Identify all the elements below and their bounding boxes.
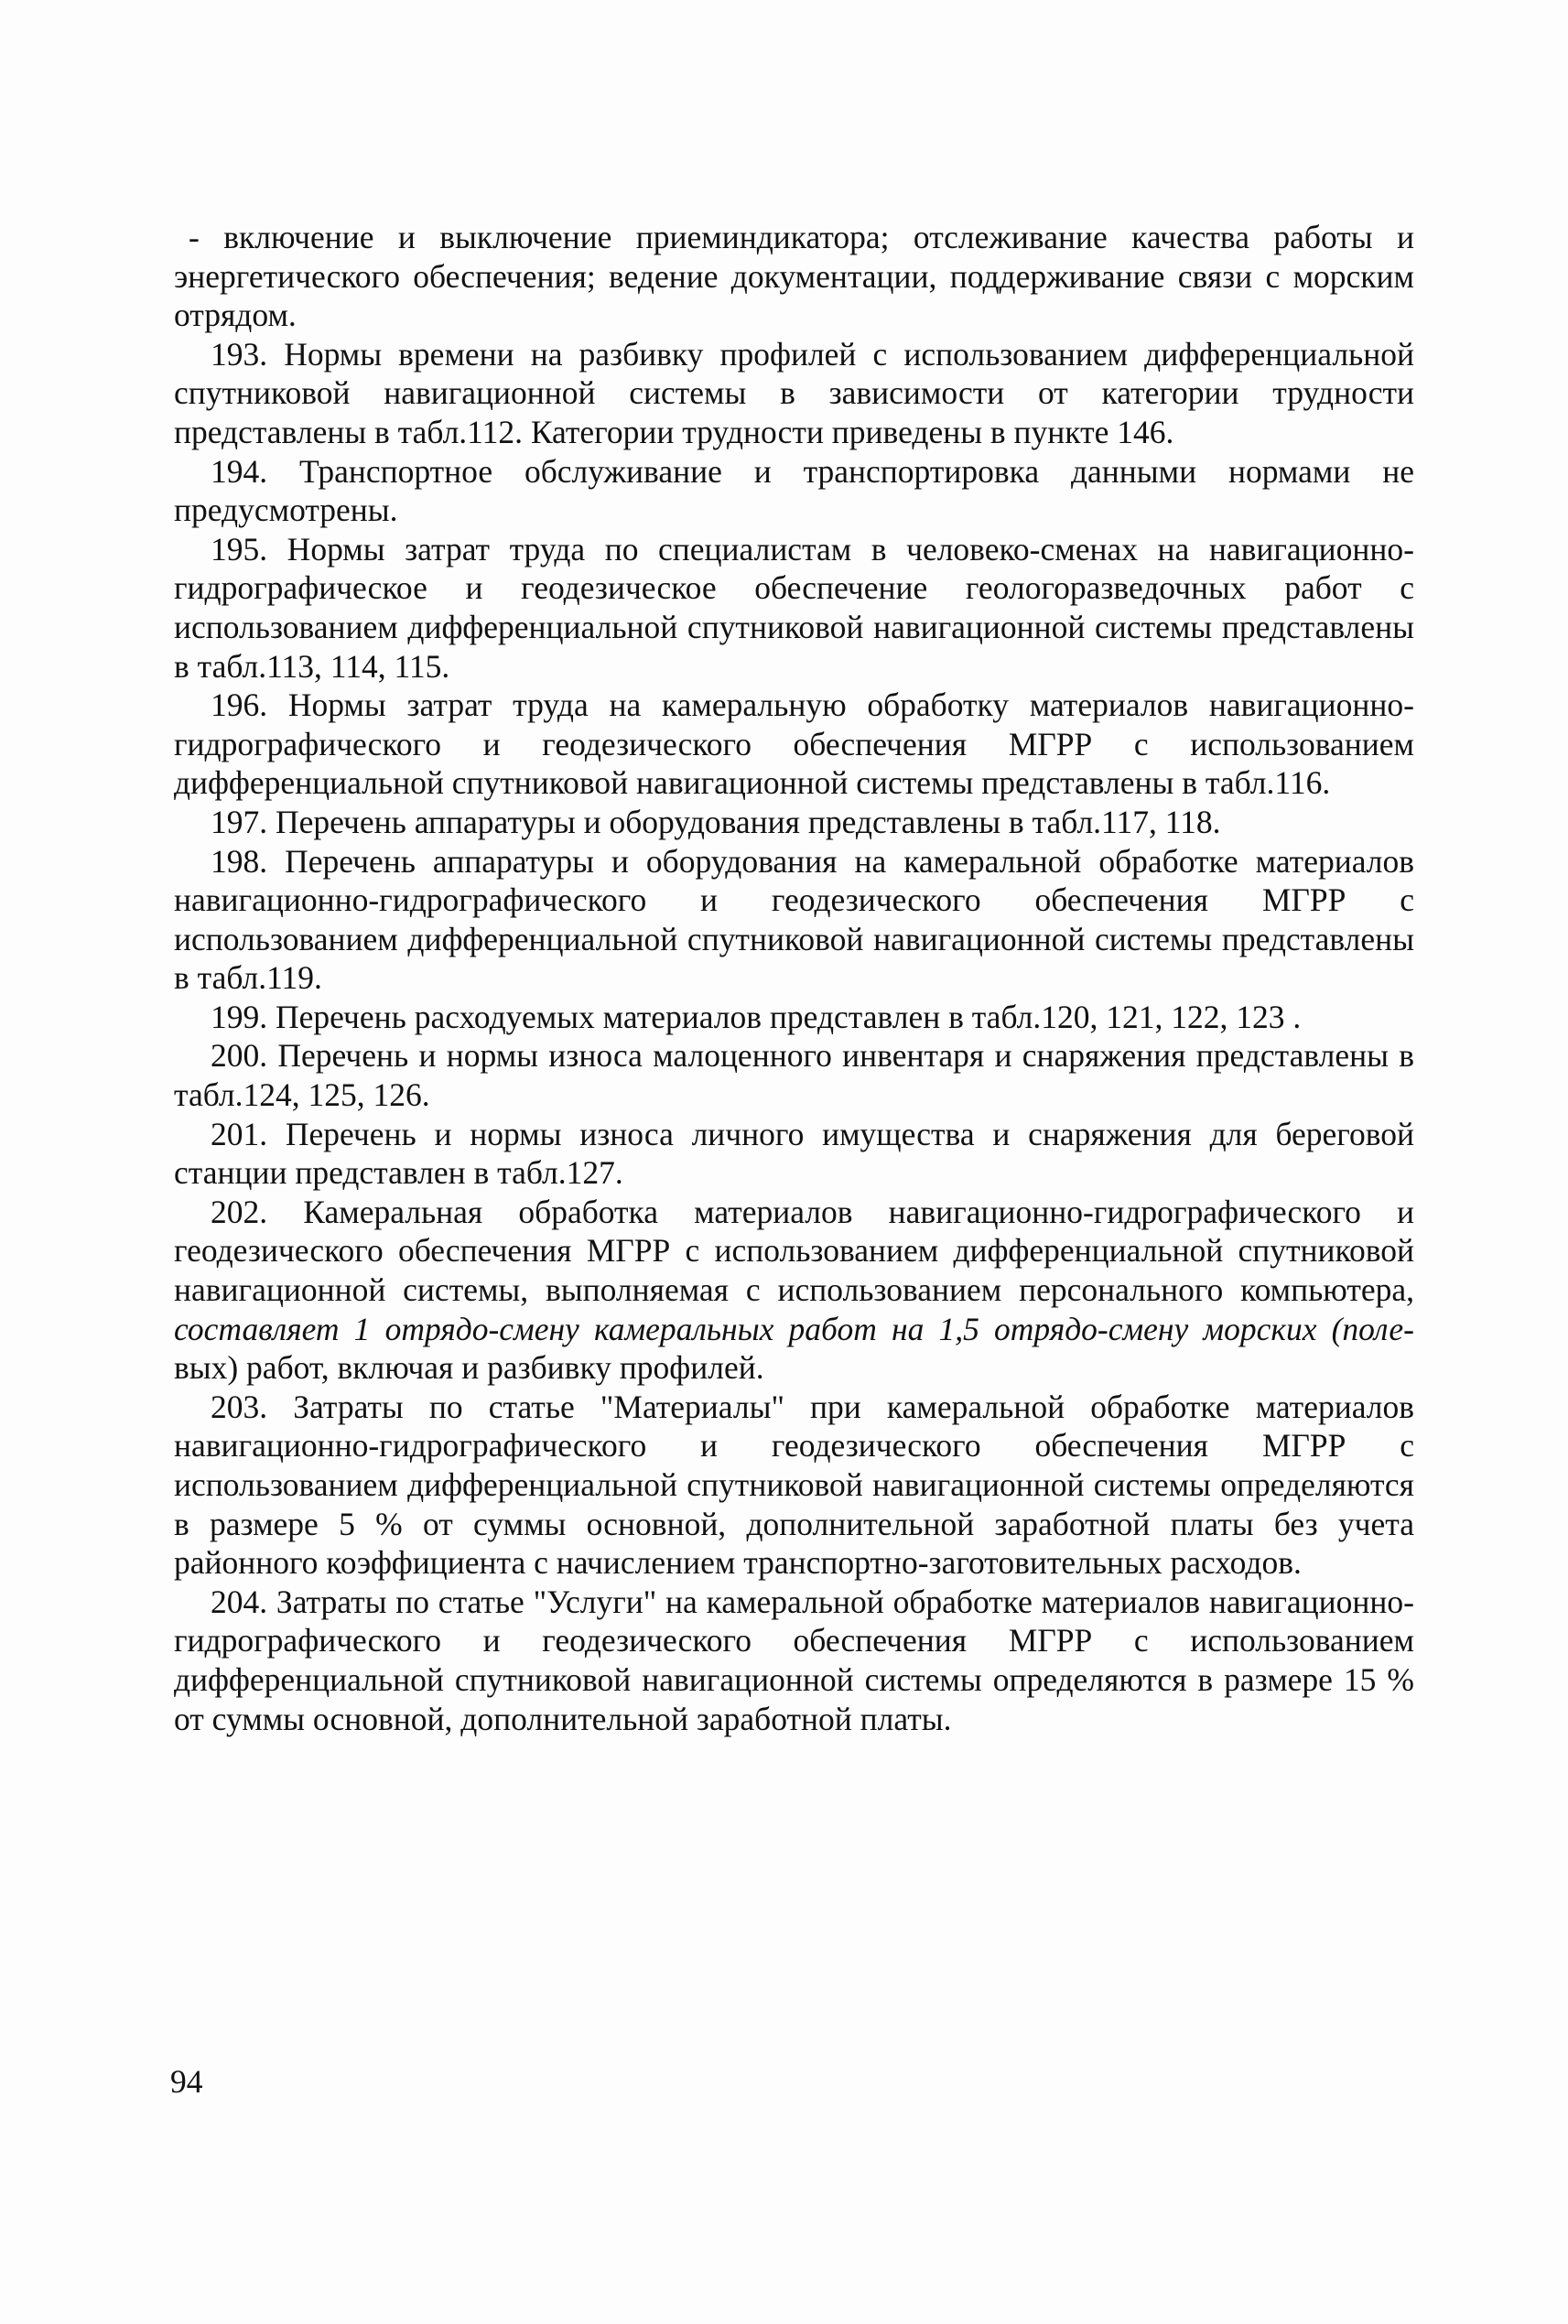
paragraph-197: 197. Перечень аппаратуры и оборудования представлены в табл.117, 118. bbox=[211, 803, 1221, 840]
body-text bbox=[174, 218, 1414, 1738]
page-number: 94 bbox=[170, 2063, 203, 2100]
paragraph-193: 193. Нормы времени на разбивку профилей с использованием дифференциальной спутниковой навигационной системы в зависимости от категории трудности представлены в табл.112. Категории трудности приведены в пункте 146. bbox=[174, 335, 1414, 450]
paragraph-194: 194. Транспортное обслуживание и транспортировка данными нормами не предусмотрены. bbox=[174, 452, 1414, 529]
paragraph-200: 200. Перечень и нормы износа малоценного инвентаря и снаряжения представлены в табл.124, 125, 126. bbox=[174, 1037, 1414, 1114]
paragraph-intro: - включение и выключение приеминдикатора; отслеживание качества работы и энергетического обеспечения; ведение документации, поддерживание связи с морским отрядом. bbox=[174, 219, 1414, 334]
paragraph-202-regular-start: 202. Камеральная обработка материалов навигационно-гидрографического и геодезического обеспечения МГРР с использованием дифференциальной спутниковой навигационной системы, выполняемая с использованием персонального компьютера, bbox=[174, 1193, 1414, 1309]
paragraph-202 bbox=[174, 1193, 1414, 1388]
paragraph-195: 195. Нормы затрат труда по специалистам в человеко-сменах на навигационно-гидрографическое и геодезическое обеспечение геологоразведочных работ с использованием дифференциальной спутниковой навигационной системы представлены в табл.113, 114, 115. bbox=[174, 530, 1414, 685]
paragraph-202-regular-end: вых) работ, включая и разбивку профилей. bbox=[174, 1349, 764, 1387]
paragraph-203: 203. Затраты по статье "Материалы" при камеральной обработке материалов навигационно-гидрографического и геодезического обеспечения МГРР с использованием дифференциальной спутниковой навигационной системы определяются в размере 5 % от суммы основной, дополнительной заработной платы без учета районного коэффициента с начислением транспортно-заготовительных расходов. bbox=[174, 1388, 1414, 1582]
paragraph-201: 201. Перечень и нормы износа личного имущества и снаряжения для береговой станции представлен в табл.127. bbox=[174, 1115, 1414, 1192]
paragraph-198: 198. Перечень аппаратуры и оборудования на камеральной обработке материалов навигационно-гидрографического и геодезического обеспечения МГРР с использованием дифференциальной спутниковой навигационной системы представлены в табл.119. bbox=[174, 842, 1414, 997]
paragraph-196: 196. Нормы затрат труда на камеральную обработку материалов навигационно-гидрографического и геодезического обеспечения МГРР с использованием дифференциальной спутниковой навигационной системы представлены в табл.116. bbox=[174, 686, 1414, 802]
paragraph-199: 199. Перечень расходуемых материалов представлен в табл.120, 121, 122, 123 . bbox=[211, 998, 1302, 1035]
paragraph-202-italic: составляет 1 отрядо-смену камеральных работ на 1,5 отрядо-смену морских (поле- bbox=[174, 1310, 1414, 1347]
paragraph-204: 204. Затраты по статье "Услуги" на камеральной обработке материалов навигационно-гидрографического и геодезического обеспечения МГРР с использованием дифференциальной спутниковой навигационной системы определяются в размере 15 % от суммы основной, дополнительной заработной платы. bbox=[174, 1583, 1414, 1737]
